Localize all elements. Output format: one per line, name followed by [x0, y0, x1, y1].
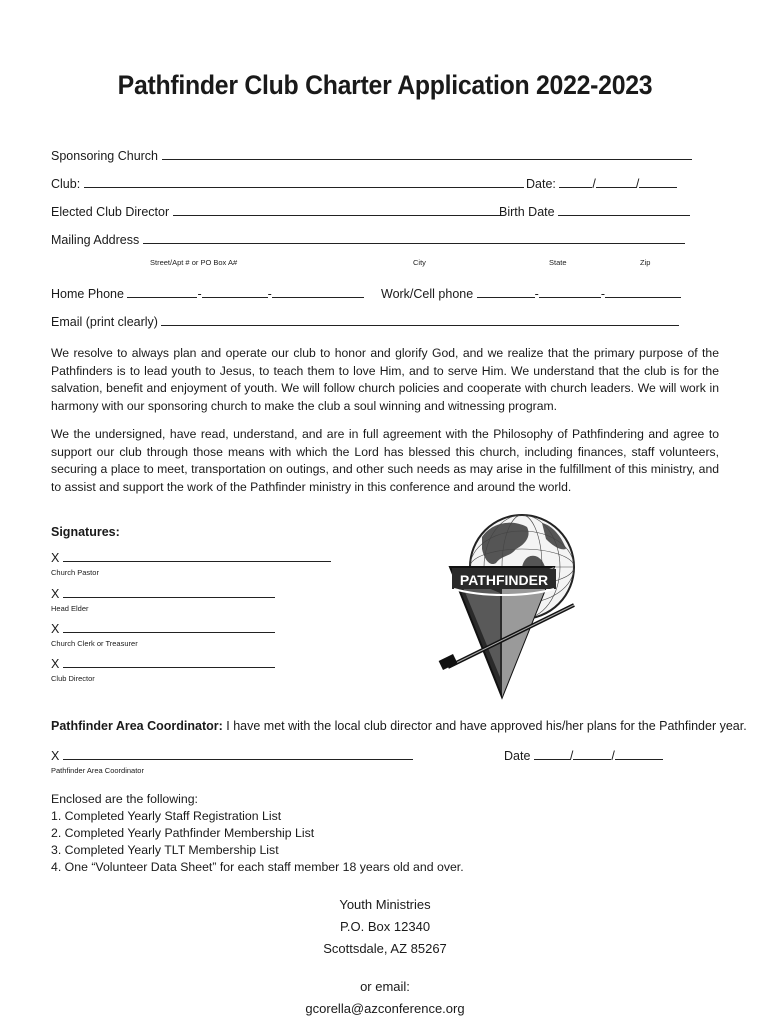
sponsoring-church-field[interactable] [162, 147, 692, 160]
elder-signature-field[interactable] [63, 585, 275, 598]
coordinator-signature-row [51, 747, 413, 763]
work-phone-prefix-field[interactable] [539, 285, 601, 298]
contact-block [0, 894, 770, 1020]
coordinator-date-row: Date / / [504, 747, 663, 763]
signature-x-mark: X [51, 551, 60, 565]
email-label: Email (print clearly) [51, 315, 158, 329]
work-phone-area-field[interactable] [477, 285, 535, 298]
home-phone-row: Home Phone - - [51, 285, 364, 301]
date-row: Date: / / [526, 175, 677, 191]
director-caption: Club Director [51, 674, 95, 683]
signature-x-mark: X [51, 749, 60, 763]
club-label: Club: [51, 177, 81, 191]
signatures-heading: Signatures: [51, 525, 120, 539]
enclosed-heading: Enclosed are the following: [51, 792, 198, 806]
home-phone-prefix-field[interactable] [202, 285, 268, 298]
home-phone-area-field[interactable] [127, 285, 197, 298]
sponsoring-church-row [51, 147, 692, 163]
director-signature-field[interactable] [63, 655, 275, 668]
date-day-field[interactable] [596, 175, 636, 188]
email-row [51, 313, 679, 329]
coordinator-date-month-field[interactable] [534, 747, 570, 760]
contact-po-box: P.O. Box 12340 [339, 919, 431, 934]
mailing-address-label: Mailing Address [51, 233, 140, 247]
mailing-address-field[interactable] [143, 231, 685, 244]
resolution-paragraph: We resolve to always plan and operate our club to honor and glorify God, and we realize that the primary purpose of the Pathfinders is to lead youth to Jesus, to teach them to love Him, and to serve Him. We understand that the club is for the salvation, benefit and enjoyment of youth. We will follow church policies and cooperate with church leaders. We will work in harmony with our sponsoring church to make the club a soul winning and witnessing program. [51, 346, 719, 413]
pastor-signature-row [51, 549, 331, 565]
date-label: Date: [526, 177, 556, 191]
clerk-signature-field[interactable] [63, 620, 275, 633]
coordinator-statement [51, 719, 747, 733]
home-phone-label: Home Phone [51, 287, 124, 301]
address-street-caption: Street/Apt # or PO Box A# [150, 258, 238, 267]
mailing-address-row [51, 231, 685, 247]
coordinator-date-day-field[interactable] [573, 747, 611, 760]
coordinator-text: I have met with the local club director and have approved his/her plans for the Pathfinder year. [222, 719, 747, 733]
list-item: 1. Completed Yearly Staff Registration List [51, 809, 282, 823]
birth-date-label: Birth Date [499, 205, 555, 219]
coordinator-caption: Pathfinder Area Coordinator [51, 766, 144, 775]
club-field[interactable] [84, 175, 524, 188]
emblem-banner-text: PATHFINDER [459, 572, 549, 588]
email-field[interactable] [161, 313, 679, 326]
contact-email-link[interactable]: gcorella@azconference.org [305, 1001, 465, 1016]
date-year-field[interactable] [639, 175, 677, 188]
pastor-signature-field[interactable] [63, 549, 331, 562]
elected-director-label: Elected Club Director [51, 205, 170, 219]
work-phone-label: Work/Cell phone [381, 287, 474, 301]
signature-x-mark: X [51, 622, 60, 636]
work-phone-line-field[interactable] [605, 285, 681, 298]
elder-caption: Head Elder [51, 604, 89, 613]
list-item: 3. Completed Yearly TLT Membership List [51, 843, 279, 857]
clerk-caption: Church Clerk or Treasurer [51, 639, 138, 648]
birth-date-field[interactable] [558, 203, 690, 216]
coordinator-label: Pathfinder Area Coordinator: [51, 719, 223, 733]
page-title: Pathfinder Club Charter Application 2022-2023 [117, 70, 653, 100]
coordinator-date-year-field[interactable] [615, 747, 663, 760]
address-city-caption: City [413, 258, 426, 267]
date-month-field[interactable] [559, 175, 592, 188]
contact-department: Youth Ministries [339, 897, 431, 912]
home-phone-line-field[interactable] [272, 285, 364, 298]
work-phone-row: Work/Cell phone - - [381, 285, 681, 301]
pathfinder-emblem-logo [432, 497, 578, 703]
contact-city: Scottsdale, AZ 85267 [323, 941, 447, 956]
director-row [51, 203, 501, 219]
elder-signature-row [51, 585, 275, 601]
clerk-signature-row [51, 620, 275, 636]
enclosed-list [51, 791, 571, 876]
signature-x-mark: X [51, 587, 60, 601]
elected-director-field[interactable] [173, 203, 501, 216]
list-item: 4. One “Volunteer Data Sheet” for each staff member 18 years old and over. [51, 860, 464, 874]
sponsoring-church-label: Sponsoring Church [51, 149, 159, 163]
pastor-caption: Church Pastor [51, 568, 99, 577]
list-item: 2. Completed Yearly Pathfinder Membership List [51, 826, 315, 840]
agreement-paragraph: We the undersigned, have read, understand, and are in full agreement with the Philosophy of Pathfindering and agree to support our club through those means with which the Lord has blessed this church, including finances, staff volunteers, securing a place to meet, transportation on outings, and other such needs as may arise in the fulfillment of this ministry, and to assist and support the work of the Pathfinder ministry in this conference and around the world. [51, 427, 719, 494]
coordinator-date-label: Date [504, 749, 531, 763]
coordinator-signature-field[interactable] [63, 747, 413, 760]
address-zip-caption: Zip [640, 258, 651, 267]
contact-or-email: or email: [360, 979, 410, 994]
director-signature-row [51, 655, 275, 671]
club-row [51, 175, 524, 191]
address-state-caption: State [549, 258, 567, 267]
birth-date-row [499, 203, 690, 219]
signature-x-mark: X [51, 657, 60, 671]
